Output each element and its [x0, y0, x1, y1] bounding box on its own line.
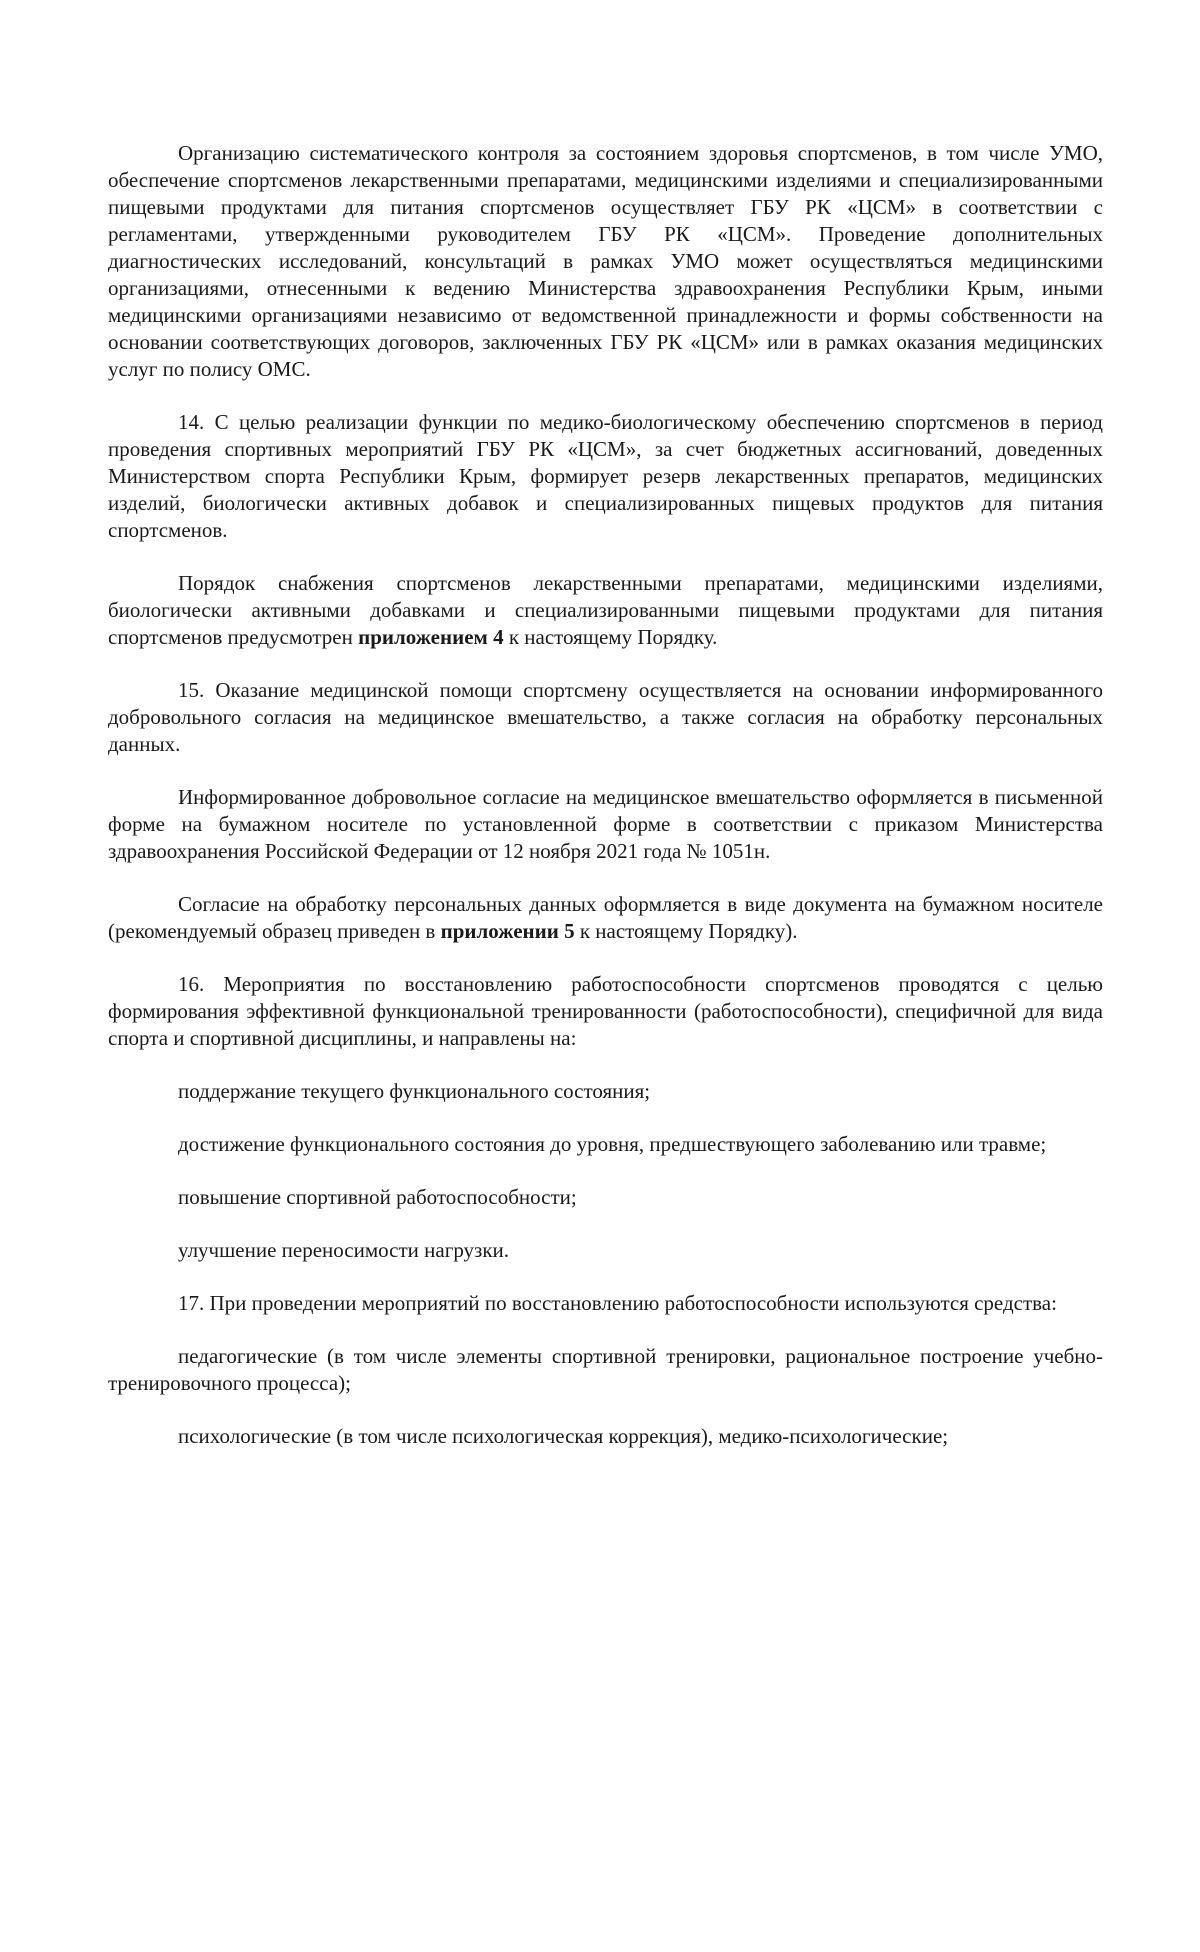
appendix-4-reference: приложением 4	[358, 625, 504, 649]
list-item-pedagogical: педагогические (в том числе элементы спортивной тренировки, рациональное построение учебно-тренировочного процесса);	[108, 1344, 1103, 1395]
list-item-pre-illness-level: достижение функционального состояния до уровня, предшествующего заболеванию или травме;	[178, 1132, 1047, 1156]
list-item-psychological: психологические (в том числе психологическая коррекция), медико-психологические;	[178, 1424, 949, 1448]
paragraph-personal-data-tail: к настоящему Порядку).	[574, 919, 798, 943]
paragraph-health-control: Организацию систематического контроля за состоянием здоровья спортсменов, в том числе УМО, обеспечение спортсменов лекарственными препаратами, медицинскими изделиями и специализированными пищевыми продуктами для питания спортсменов осуществляет ГБУ РК «ЦСМ» в соответствии с регламентами, утвержденными руководителем ГБУ РК «ЦСМ». Проведение дополнительных диагностических исследований, консультаций в рамках УМО может осуществляться медицинскими организациями, отнесенными к ведению Министерства здравоохранения Республики Крым, иными медицинскими организациями независимо от ведомственной принадлежности и формы собственности на основании соответствующих договоров, заключенных ГБУ РК «ЦСМ» или в рамках оказания медицинских услуг по полису ОМС.	[108, 141, 1103, 381]
list-item-load-tolerance: улучшение переносимости нагрузки.	[178, 1238, 510, 1262]
list-item-sport-performance: повышение спортивной работоспособности;	[178, 1185, 577, 1209]
list-item-current-state: поддержание текущего функционального состояния;	[178, 1079, 651, 1103]
paragraph-personal-data-text: Согласие на обработку персональных данных оформляется в виде документа на бумажном носителе (рекомендуемый образец приведен в	[108, 892, 1103, 943]
document-page	[108, 140, 1103, 1476]
paragraph-supply-order-text: Порядок снабжения спортсменов лекарственными препаратами, медицинскими изделиями, биологически активными добавками и специализированными пищевыми продуктами для питания спортсменов предусмотрен	[108, 571, 1103, 649]
paragraph-16: 16. Мероприятия по восстановлению работоспособности спортсменов проводятся с целью формирования эффективной функциональной тренированности (работоспособности), специфичной для вида спорта и спортивной дисциплины, и направлены на:	[108, 972, 1103, 1050]
paragraph-supply-order	[108, 570, 1103, 651]
paragraph-supply-order-tail: к настоящему Порядку.	[503, 625, 718, 649]
paragraph-informed-consent: Информированное добровольное согласие на медицинское вмешательство оформляется в письменной форме на бумажном носителе по установленной форме в соответствии с приказом Министерства здравоохранения Российской Федерации от 12 ноября 2021 года № 1051н.	[108, 785, 1103, 863]
paragraph-15: 15. Оказание медицинской помощи спортсмену осуществляется на основании информированного добровольного согласия на медицинское вмешательство, а также согласия на обработку персональных данных.	[108, 678, 1103, 756]
paragraph-17: 17. При проведении мероприятий по восстановлению работоспособности используются средства:	[178, 1291, 1057, 1315]
paragraph-14: 14. С целью реализации функции по медико-биологическому обеспечению спортсменов в период проведения спортивных мероприятий ГБУ РК «ЦСМ», за счет бюджетных ассигнований, доведенных Министерством спорта Республики Крым, формирует резерв лекарственных препаратов, медицинских изделий, биологически активных добавок и специализированных пищевых продуктов для питания спортсменов.	[108, 410, 1103, 542]
paragraph-personal-data	[108, 891, 1103, 945]
appendix-5-reference: приложении 5	[440, 919, 575, 943]
